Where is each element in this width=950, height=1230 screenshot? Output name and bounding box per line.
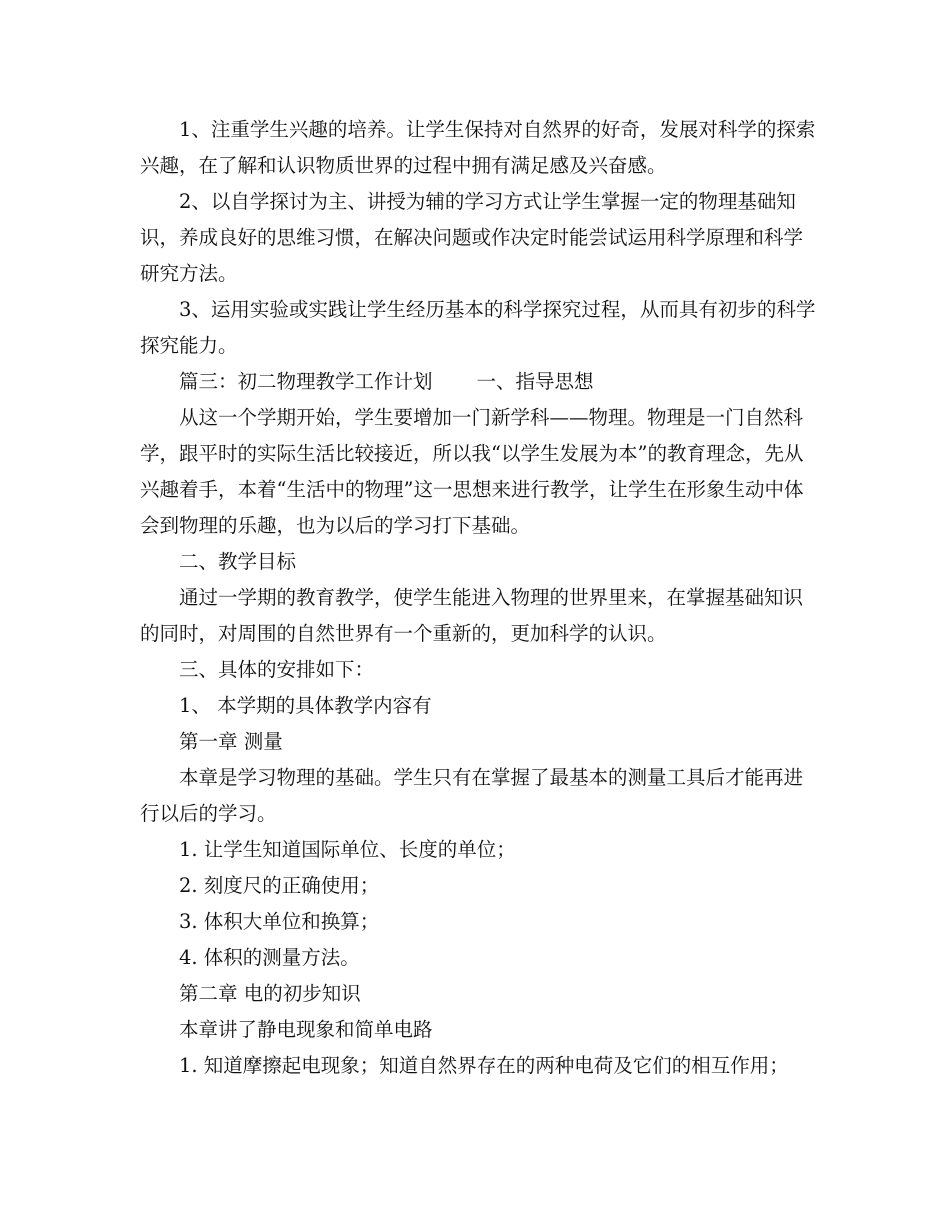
paragraph-interest: 1、注重学生兴趣的培养。让学生保持对自然界的好奇，发展对科学的探索兴趣，在了解和认识物质世界的过程中拥有满足感及兴奋感。 <box>140 118 816 177</box>
chapter-1-item-2: 2. 刻度尺的正确使用； <box>179 874 380 897</box>
section-title-line <box>140 364 816 400</box>
chapter-2-intro: 本章讲了静电现象和简单电路 <box>179 1018 433 1041</box>
heading-teaching-goals: 二、教学目标 <box>179 550 297 573</box>
paragraph-self-study: 2、以自学探讨为主、讲授为辅的学习方式让学生掌握一定的物理基础知识，养成良好的思维习惯，在解决问题或作决定时能尝试运用科学原理和科学研究方法。 <box>140 190 804 285</box>
chapter-1-item-4: 4. 体积的测量方法。 <box>179 946 360 969</box>
paragraph-teaching-goals: 通过一学期的教育教学，使学生能进入物理的世界里来，在掌握基础知识的同时，对周围的自然世界有一个重新的，更加科学的认识。 <box>140 586 804 645</box>
chapter-1-intro: 本章是学习物理的基础。学生只有在掌握了最基本的测量工具后才能再进行以后的学习。 <box>140 766 804 825</box>
paragraph-experiment: 3、运用实验或实践让学生经历基本的科学探究过程，从而具有初步的科学探究能力。 <box>140 298 816 357</box>
list-item-content: 1、 本学期的具体教学内容有 <box>179 694 432 717</box>
chapter-1-title: 第一章 测量 <box>179 730 283 753</box>
document-body <box>140 112 816 1084</box>
heading-arrangement: 三、具体的安排如下： <box>179 658 375 681</box>
chapter-2-item-1: 1. 知道摩擦起电现象；知道自然界存在的两种电荷及它们的相互作用； <box>179 1054 789 1077</box>
chapter-1-item-1: 1. 让学生知道国际单位、长度的单位； <box>179 838 516 861</box>
section-heading-guiding-idea: 一、指导思想 <box>476 370 594 393</box>
chapter-2-title: 第二章 电的初步知识 <box>179 982 361 1005</box>
chapter-1-item-3: 3. 体积大单位和换算； <box>179 910 380 933</box>
paragraph-guiding-idea: 从这一个学期开始，学生要增加一门新学科——物理。物理是一门自然科学，跟平时的实际生活比较接近，所以我“以学生发展为本”的教育理念，先从兴趣着手，本着“生活中的物理”这一思想来进行教学，让学生在形象生动中体会到物理的乐趣，也为以后的学习打下基础。 <box>140 406 804 537</box>
section-title: 篇三：初二物理教学工作计划 <box>179 370 433 393</box>
